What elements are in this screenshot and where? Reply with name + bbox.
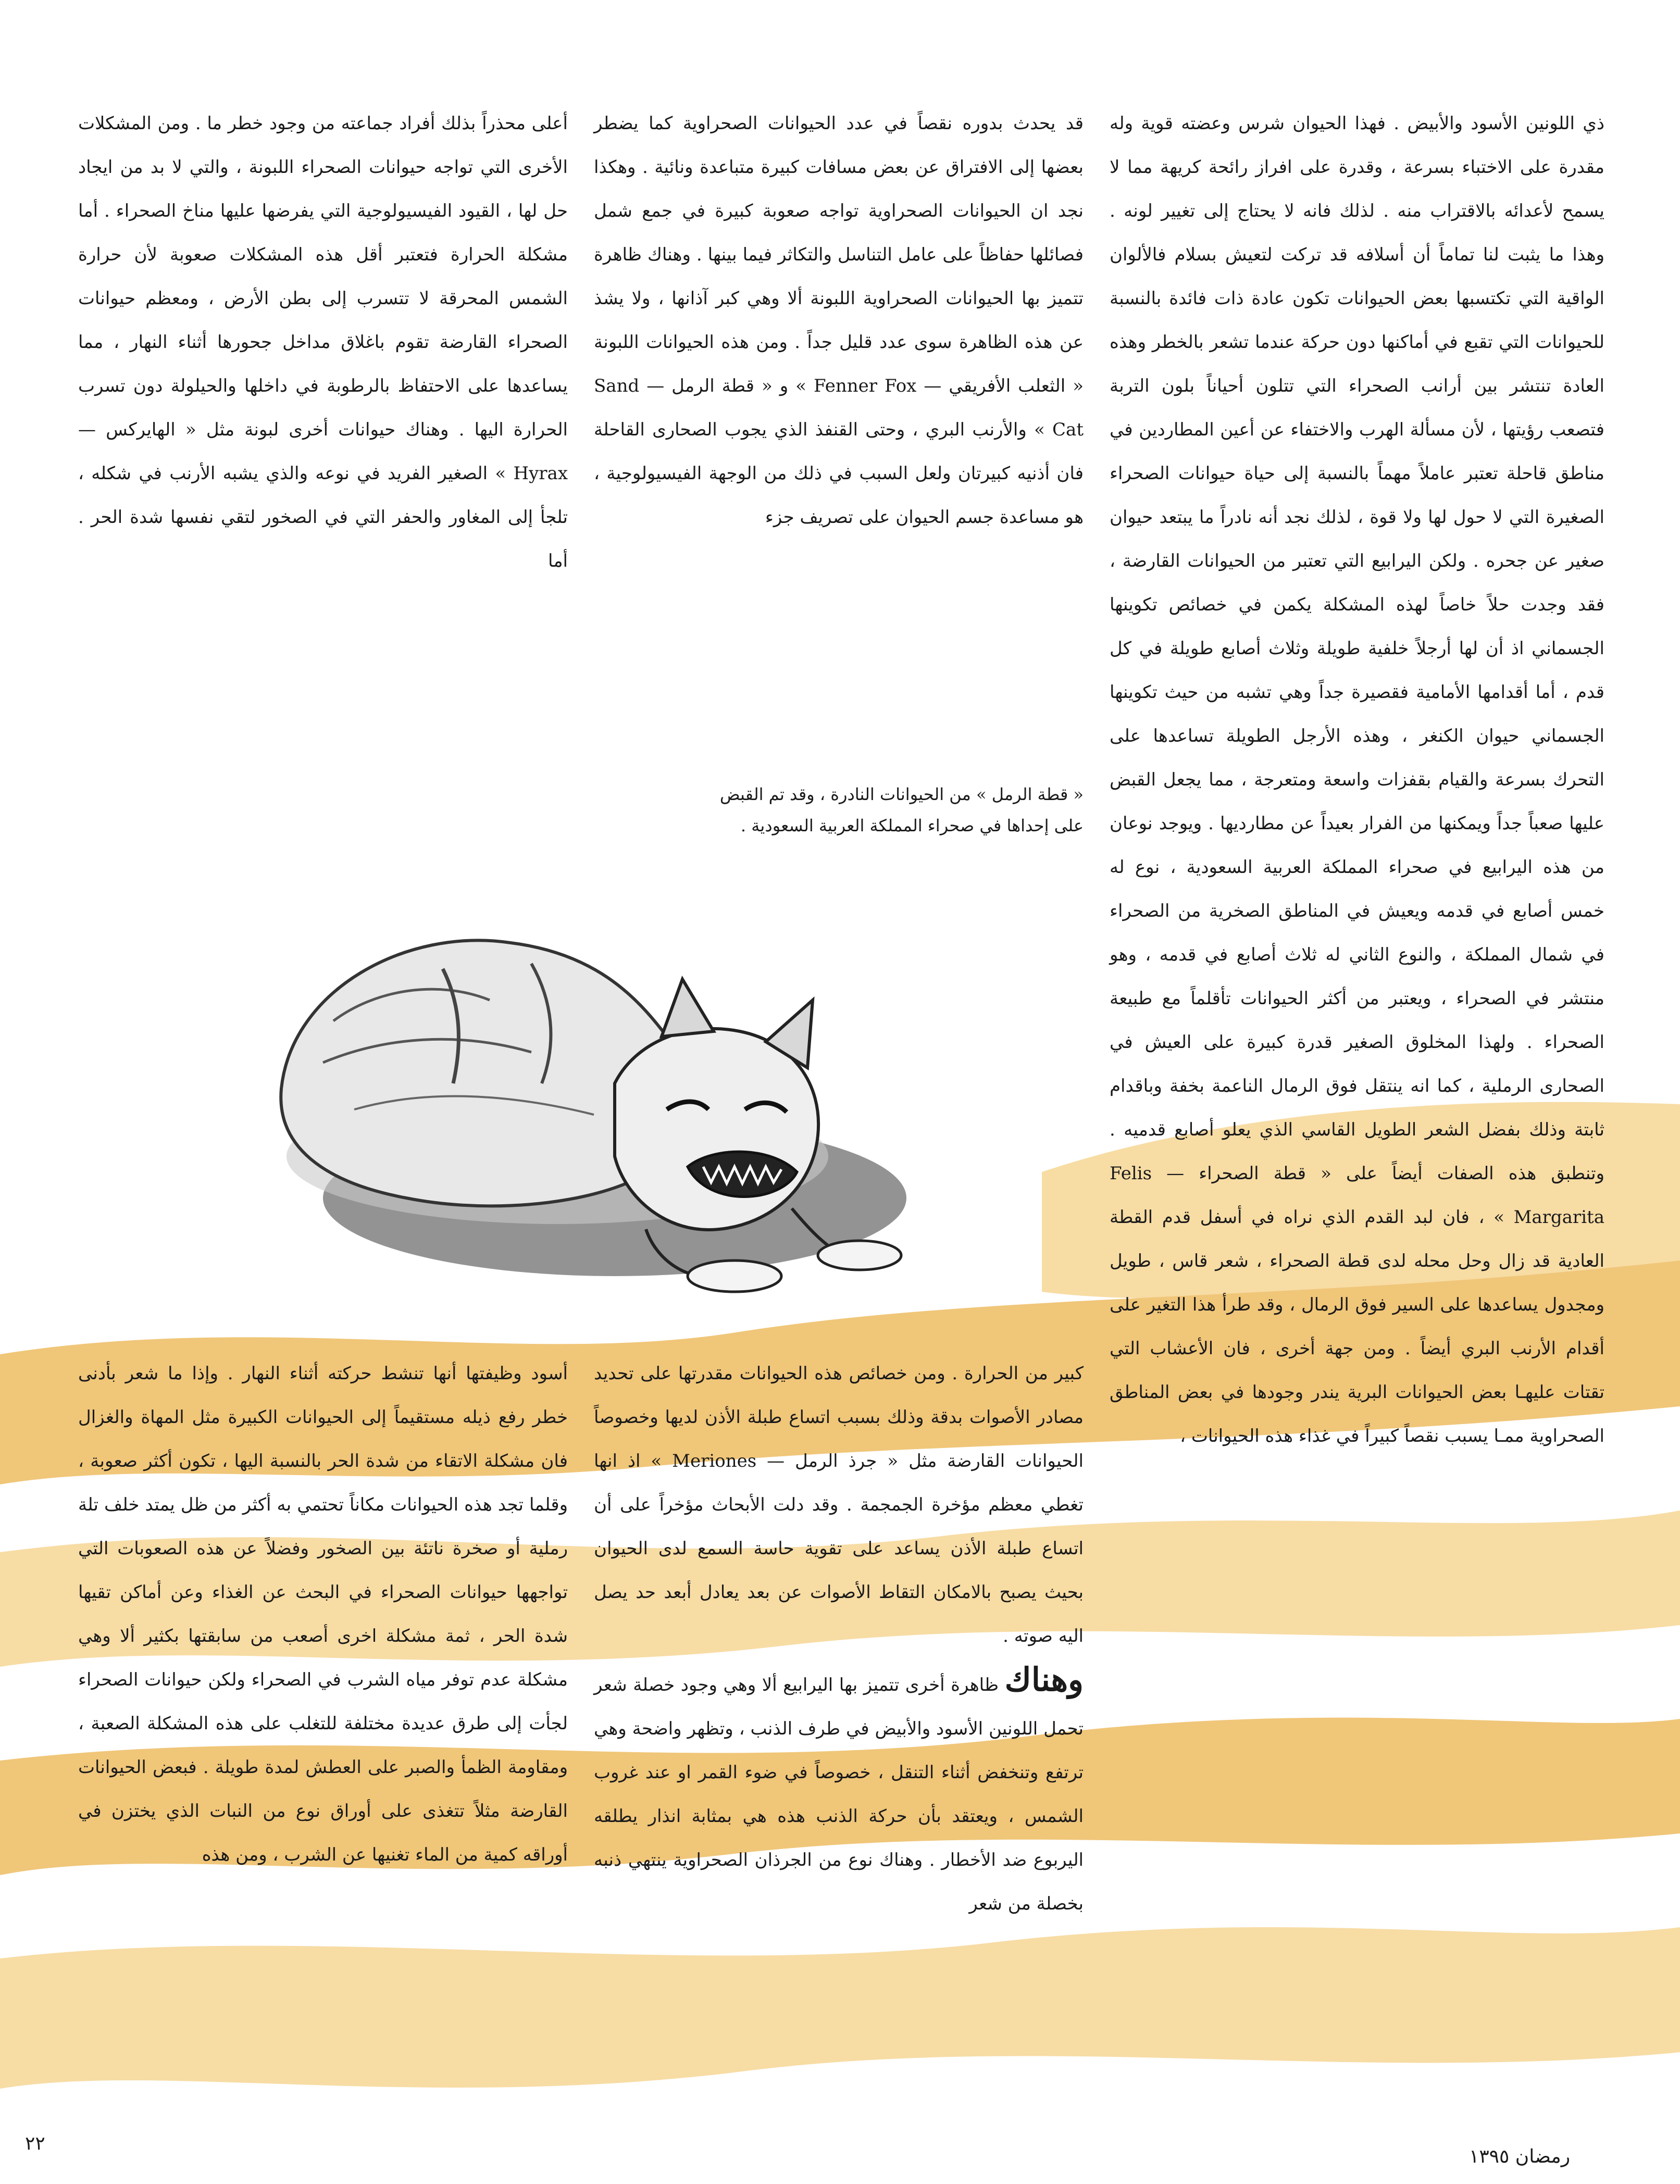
article-text: ظاهرة أخرى تتميز بها اليرابيع ألا وهي وجود خصلة شعر تحمل اللونين الأسود والأبيض في طرف الذنب ، وتظهر واضحة وهي ترتفع وتنخفض أثناء التنقل ، خصوصاً في ضوء القمر او عند غروب الشمس ، ويعتقد بأن حركة الذنب هذه هي بمثابة انذار يطلقه اليربوع ضد الأخطار . وهناك نوع من الجرذان الصحراوية ينتهي ذنبه بخصلة من شعر bbox=[594, 1675, 1084, 1914]
article-text: أعلى محذراً بذلك أفراد جماعته من وجود خطر ما . ومن المشكلات الأخرى التي تواجه حيوانات الصحراء اللبونة ، والتي لا بد من ايجاد حل لها ، القيود الفيسيولوجية التي يفرضها عليها مناخ الصحراء . أما مشكلة الحرارة فتعتبر أقل هذه المشكلات صعوبة لأن حرارة الشمس المحرقة لا تتسرب إلى بطن الأرض ، ومعظم حيوانات الصحراء القارضة تقوم باغلاق مداخل جحورها أثناء النهار ، مما يساعدها على الاحتفاظ بالرطوبة في داخلها والحيلولة دون تسرب الحرارة اليها . وهناك حيوانات أخرى لبونة مثل « الهايركس — Hyrax » الصغير الفريد في نوعه والذي يشبه الأرنب في شكله ، تلجأ إلى المغاور والحفر التي في الصخور لتقي نفسها شدة الحر . أما bbox=[78, 113, 568, 571]
caption-line: على إحداها في صحراء المملكة العربية السعودية . bbox=[740, 816, 1084, 835]
article-text: قد يحدث بدوره نقصاً في عدد الحيوانات الصحراوية كما يضطر بعضها إلى الافتراق عن بعض مسافات كبيرة متباعدة ونائية . وهكذا نجد ان الحيوانات الصحراوية تواجه صعوبة كبيرة في جمع شمل فصائلها حفاظاً على عامل التناسل والتكاثر فيما بينها . وهناك ظاهرة تتميز بها الحيوانات الصحراوية اللبونة ألا وهي كبر آذانها ، ولا يشذ عن هذه الظاهرة سوى عدد قليل جداً . ومن هذه الحيوانات اللبونة « الثعلب الأفريقي — Fenner Fox » و « قطة الرمل — Sand Cat » والأرنب البري ، وحتى القنفذ الذي يجوب الصحارى القاحلة فان أذنيه كبيرتان ولعل السبب في ذلك من الوجهة الفيسيولوجية ، هو مساعدة جسم الحيوان على تصريف جزء bbox=[594, 113, 1084, 528]
article-column-left-bottom bbox=[78, 1352, 568, 2117]
sand-cat-illustration bbox=[219, 865, 938, 1333]
article-text: كبير من الحرارة . ومن خصائص هذه الحيوانات مقدرتها على تحديد مصادر الأصوات بدقة وذلك بسبب اتساع طبلة الأذن لديها وخصوصاً الحيوانات القارضة مثل « جرذ الرمل — Meriones » اذ انها تغطي معظم مؤخرة الجمجمة . وقد دلت الأبحاث مؤخراً على أن اتساع طبلة الأذن يساعد على تقوية حاسة السمع لدى الحيوان بحيث يصبح بالامكان التقاط الأصوات عن بعد يعادل أبعد حد يصل اليه صوته . bbox=[594, 1363, 1084, 1646]
article-text: ذي اللونين الأسود والأبيض . فهذا الحيوان شرس وعضته قوية وله مقدرة على الاختباء بسرعة ، وقدرة على افراز رائحة كريهة مما لا يسمح لأعدائه بالاقتراب منه . لذلك فانه لا يحتاج إلى تغيير لونه . وهذا ما يثبت لنا تماماً أن أسلافه قد تركت لتعيش بسلام فالألوان الواقية التي تكتسبها بعض الحيوانات تكون عادة ذات فائدة بالنسبة للحيوانات التي تقبع في أماكنها دون حركة عندما تشعر بالخطر وهذه العادة تنتشر بين أرانب الصحراء التي تتلون أحياناً بلون التربة فتصعب رؤيتها ، لأن مسألة الهرب والاختفاء عن أعين المطاردين في مناطق قاحلة تعتبر عاملاً مهماً بالنسبة إلى حياة حيوانات الصحراء الصغيرة التي لا حول لها ولا قوة ، لذلك نجد أنه نادراً ما يبتعد حيوان صغير عن جحره . ولكن اليرابيع التي تعتبر من الحيوانات القارضة ، فقد وجدت حلاً خاصاً لهذه المشكلة يكمن في خصائص تكوينها الجسماني اذ أن لها أرجلاً خلفية طويلة وثلاث أصابع طويلة في كل قدم ، أما أقدامها الأمامية فقصيرة جداً وهي تشبه من حيث تكوينها الجسماني حيوان الكنغر ، وهذه الأرجل الطويلة تساعدها على التحرك بسرعة والقيام بقفزات واسعة ومتعرجة ، مما يجعل القبض عليها صعباً جداً ويمكنها من الفرار بعيداً عن مطارديها . ويوجد نوعان من هذه اليرابيع في صحراء المملكة العربية السعودية ، نوع له خمس أصابع في قدمه ويعيش في المناطق الصخرية من الصحراء في شمال المملكة ، والنوع الثاني له ثلاث أصابع في قدمه ، وهو منتشر في الصحراء ، ويعتبر من أكثر الحيوانات تأقلماً مع طبيعة الصحراء . ولهذا المخلوق الصغير قدرة كبيرة على العيش في الصحارى الرملية ، كما انه ينتقل فوق الرمال الناعمة بخفة وباقدام ثابتة وذلك بفضل الشعر الطويل القاسي الذي يعلو أصابع قدميه . وتنطبق هذه الصفات أيضاً على « قطة الصحراء — Felis Margarita » ، فان لبد القدم الذي نراه في أسفل قدم القطة العادية قد زال وحل محله لدى قطة الصحراء ، شعر قاس ، طويل ومجدول يساعدها على السير فوق الرمال ، وقد طرأ هذا التغير على أقدام الأرنب البري أيضاً . ومن جهة أخرى ، فان الأعشاب التي تقتات عليهـا بعض الحيوانات البرية يندر وجودها في بعض المناطق الصحراوية ممـا يسبب نقصاً كبيراً في غذاء هذه الحيوانات ، bbox=[1110, 113, 1605, 1446]
photo-caption bbox=[604, 779, 1084, 841]
caption-line: « قطة الرمل » من الحيوانات النادرة ، وقد تم القبض bbox=[719, 784, 1084, 804]
article-column-middle-bottom bbox=[594, 1352, 1084, 2117]
drop-cap-word: وهناك bbox=[1004, 1661, 1084, 1699]
page-number: ٢٢ bbox=[25, 2133, 45, 2154]
article-column-right-top bbox=[1110, 102, 1605, 1446]
article-column-left-top bbox=[78, 102, 568, 747]
article-column-middle-top bbox=[594, 102, 1084, 747]
issue-date: رمضان ١٣٩٥ bbox=[1469, 2146, 1571, 2167]
article-text: أسود وظيفتها أنها تنشط حركته أثناء النهار . وإذا ما شعر بأدنى خطر رفع ذيله مستقيماً إلى الحيوانات الكبيرة مثل المهاة والغزال فان مشكلة الاتقاء من شدة الحر بالنسبة اليها ، تكون أكثر صعوبة ، وقلما تجد هذه الحيوانات مكاناً تحتمي به أكثر من ظل يمتد خلف تلة رملية أو صخرة ناتئة بين الصخور وفضلاً عن هذه الصعوبات التي تواجهها حيوانات الصحراء في البحث عن الغذاء وعن أماكن تقيها شدة الحر ، ثمة مشكلة اخرى أصعب من سابقتها بكثير ألا وهي مشكلة عدم توفر مياه الشرب في الصحراء ولكن حيوانات الصحراء لجأت إلى طرق عديدة مختلفة للتغلب على هذه المشكلة الصعبة ، ومقاومة الظمأ والصبر على العطش لمدة طويلة . فبعض الحيوانات القارضة مثلاً تتغذى على أوراق نوع من النبات الذي يختزن في أوراقه كمية من الماء تغنيها عن الشرب ، ومن هذه bbox=[78, 1363, 568, 1865]
